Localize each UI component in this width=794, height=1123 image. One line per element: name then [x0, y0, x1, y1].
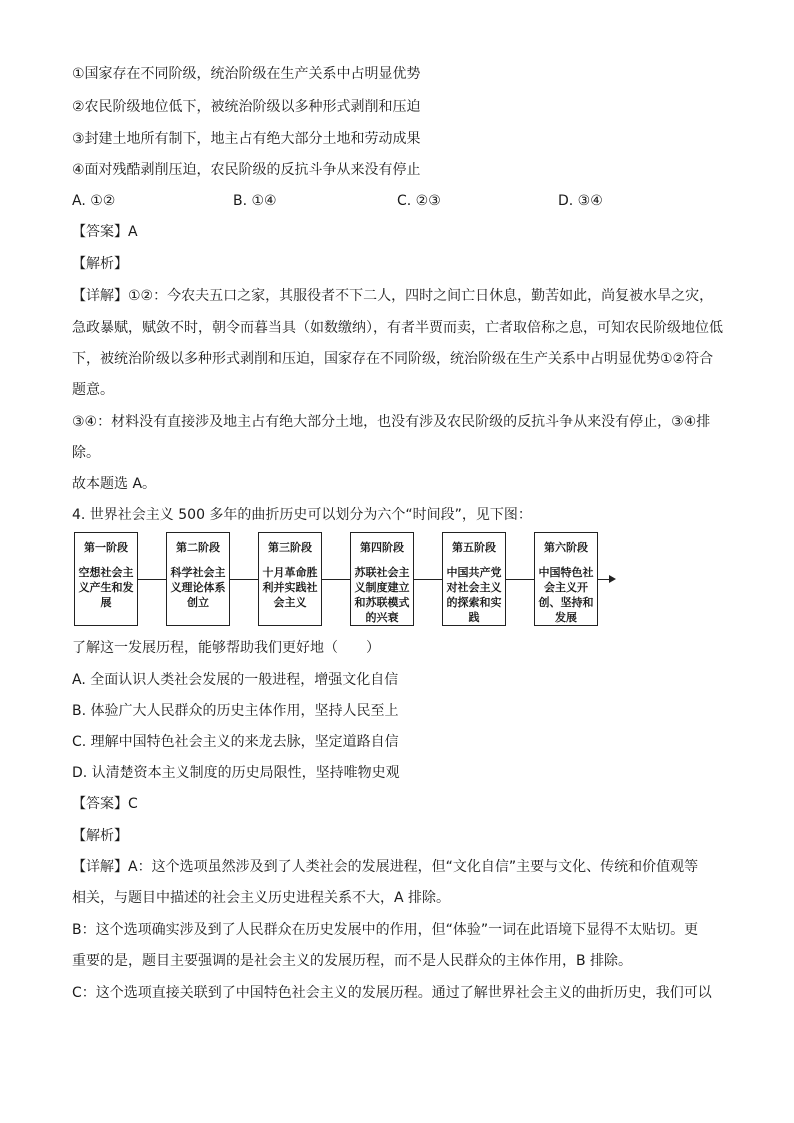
stage-box-4	[350, 532, 414, 626]
stage-desc: 苏联社会主义制度建立和苏联模式的兴衰	[354, 566, 410, 624]
stage-desc: 中国特色社会主义开创、坚持和发展	[538, 566, 594, 624]
flow-connector	[505, 579, 534, 580]
q4-detail-line: 重要的是，题目主要强调的是社会主义的发展历程，而不是人民群众的主体作用，B 排除。	[72, 953, 633, 969]
q3-detail-line: 下，被统治阶级以多种形式剥削和压迫，国家存在不同阶级，统治阶级在生产关系中占明显优势①②符合	[72, 351, 714, 367]
stage-box-2	[166, 532, 230, 626]
stage-title: 第五阶段	[452, 541, 496, 554]
flow-connector	[321, 579, 350, 580]
q4-detail-line: C：这个选项直接关联到了中国特色社会主义的发展历程。通过了解世界社会主义的曲折历史，我们可以	[72, 985, 712, 1001]
stage-flow-diagram	[74, 532, 619, 628]
flow-connector	[137, 579, 166, 580]
stage-title: 第六阶段	[544, 541, 588, 554]
stage-title: 第三阶段	[268, 541, 312, 554]
q3-option-b: B. ①④	[233, 193, 277, 209]
q3-answer: 【答案】A	[72, 224, 138, 240]
q3-item-1: ①国家存在不同阶级，统治阶级在生产关系中占明显优势	[72, 66, 421, 82]
stage-title: 第四阶段	[360, 541, 404, 554]
q4-detail-line: 【详解】A：这个选项虽然涉及到了人类社会的发展进程，但“文化自信”主要与文化、传统和价值观等	[72, 859, 699, 875]
stage-title: 第一阶段	[84, 541, 128, 554]
q3-detail-line: 除。	[72, 445, 100, 461]
q4-analysis-label: 【解析】	[72, 828, 128, 844]
q3-detail-line: ③④：材料没有直接涉及地主占有绝大部分土地，也没有涉及农民阶级的反抗斗争从来没有停止，③④排	[72, 414, 711, 430]
q3-item-2: ②农民阶级地位低下，被统治阶级以多种形式剥削和压迫	[72, 99, 421, 115]
q4-option-b: B. 体验广大人民群众的历史主体作用，坚持人民至上	[72, 703, 399, 719]
stage-desc: 空想社会主义产生和发展	[78, 566, 134, 609]
flow-connector	[229, 579, 258, 580]
q4-option-c: C. 理解中国特色社会主义的来龙去脉，坚定道路自信	[72, 734, 399, 750]
q4-detail-line: 相关，与题目中描述的社会主义历史进程关系不大，A 排除。	[72, 890, 451, 906]
q3-item-4: ④面对残酷剥削压迫，农民阶级的反抗斗争从来没有停止	[72, 162, 421, 178]
stage-box-3	[258, 532, 322, 626]
stage-desc: 中国共产党对社会主义的探索和实践	[446, 566, 502, 624]
q4-option-a: A. 全面认识人类社会发展的一般进程，增强文化自信	[72, 672, 399, 688]
stage-box-5	[442, 532, 506, 626]
q4-option-d: D. 认清楚资本主义制度的历史局限性，坚持唯物史观	[72, 765, 400, 781]
q3-detail-line: 急政暴赋，赋敛不时，朝令而暮当具（如数缴纳），有者半贾而卖，亡者取倍称之息，可知农民阶级地位低	[72, 320, 723, 336]
flow-arrow-icon	[609, 575, 616, 583]
q3-item-3: ③封建土地所有制下，地主占有绝大部分土地和劳动成果	[72, 131, 421, 147]
q4-detail-line: B：这个选项确实涉及到了人民群众在历史发展中的作用，但“体验”一词在此语境下显得不太贴切。更	[72, 922, 699, 938]
q3-detail-line: 题意。	[72, 382, 114, 398]
q4-stem: 4. 世界社会主义 500 多年的曲折历史可以划分为六个“时间段”，见下图：	[72, 507, 532, 523]
stage-desc: 科学社会主义理论体系创立	[170, 566, 226, 609]
q3-analysis-label: 【解析】	[72, 256, 128, 272]
q3-option-d: D. ③④	[558, 193, 603, 209]
stage-box-6	[534, 532, 598, 626]
q3-option-c: C. ②③	[397, 193, 441, 209]
stage-title: 第二阶段	[176, 541, 220, 554]
q3-option-a: A. ①②	[72, 193, 116, 209]
flow-connector	[413, 579, 442, 580]
stage-desc: 十月革命胜利并实践社会主义	[262, 566, 318, 609]
q4-question: 了解这一发展历程，能够帮助我们更好地（ ）	[72, 640, 380, 656]
stage-box-1	[74, 532, 138, 626]
q3-detail-line: 【详解】①②：今农夫五口之家，其服役者不下二人，四时之间亡日休息，勤苦如此，尚复被水旱之灾，	[72, 288, 714, 304]
q4-answer: 【答案】C	[72, 796, 138, 812]
q3-detail-line: 故本题选 A。	[72, 476, 157, 492]
